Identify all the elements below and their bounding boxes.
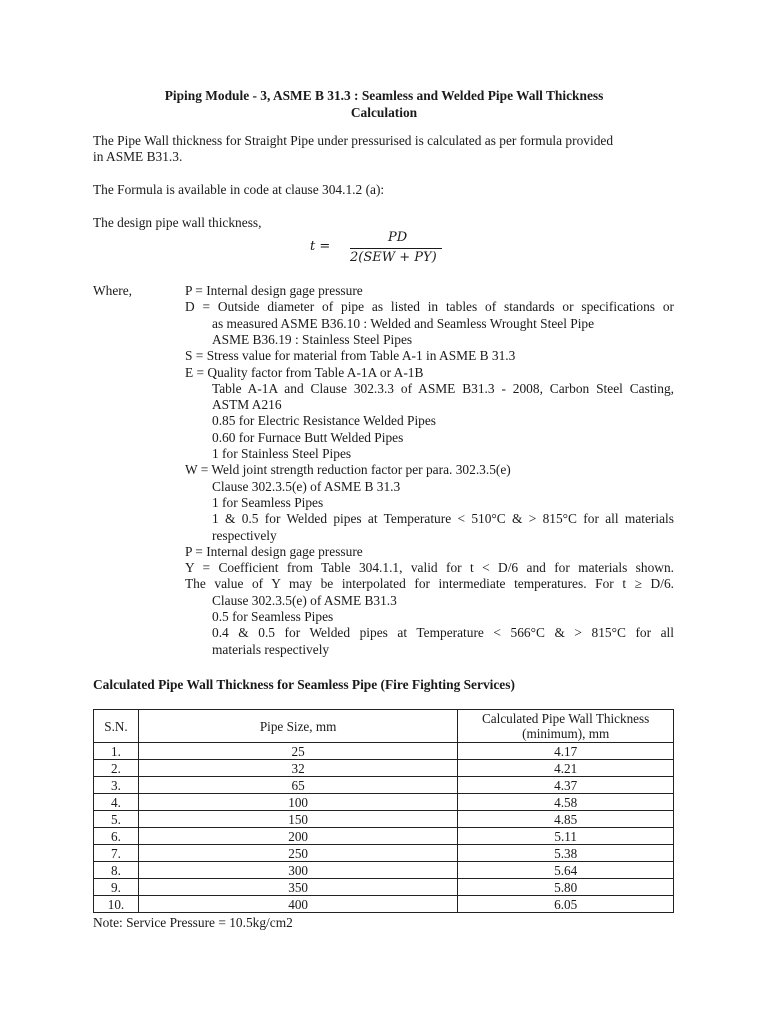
table-row: [94, 862, 674, 879]
sn-cell: 7.: [94, 845, 139, 862]
definition-line: S = Stress value for material from Table A-1 in ASME B 31.3: [185, 348, 516, 364]
document-title-line-2: Calculation: [350, 105, 418, 120]
formula-denominator: 2(SEW + PY): [350, 250, 437, 265]
thickness-cell: 4.17: [458, 743, 674, 760]
thickness-cell: 4.21: [458, 760, 674, 777]
header-pipe-size: Pipe Size, mm: [138, 710, 457, 743]
definition-line: 1 & 0.5 for Welded pipes at Temperature < 510°C & > 815°C for all materials: [212, 511, 674, 527]
definition-line: Clause 302.3.5(e) of ASME B31.3: [212, 592, 397, 608]
sn-cell: 5.: [94, 811, 139, 828]
definition-line: The value of Y may be interpolated for intermediate temperatures. For t ≥ D/6.: [185, 576, 674, 592]
header-sn: S.N.: [94, 710, 139, 743]
thickness-cell: 5.38: [458, 845, 674, 862]
thickness-cell: 5.80: [458, 879, 674, 896]
wall-thickness-table: [93, 709, 674, 913]
pipe-size-cell: 200: [138, 828, 457, 845]
sn-cell: 9.: [94, 879, 139, 896]
table-header-row: [94, 710, 674, 743]
pipe-size-cell: 400: [138, 896, 457, 913]
table-row: [94, 794, 674, 811]
definition-line: 1 for Seamless Pipes: [212, 494, 324, 510]
definition-line: Table A-1A and Clause 302.3.3 of ASME B31.3 - 2008, Carbon Steel Casting,: [212, 380, 674, 396]
pipe-size-cell: 32: [138, 760, 457, 777]
pipe-size-cell: 25: [138, 743, 457, 760]
table-row: [94, 879, 674, 896]
thickness-cell: 5.11: [458, 828, 674, 845]
definition-line: materials respectively: [212, 641, 330, 657]
definition-line: Clause 302.3.5(e) of ASME B 31.3: [212, 478, 401, 494]
document-title-line-1: Piping Module - 3, ASME B 31.3 : Seamless and Welded Pipe Wall Thickness: [164, 88, 604, 103]
table-heading: Calculated Pipe Wall Thickness for Seamless Pipe (Fire Fighting Services): [93, 677, 515, 692]
definition-line: D = Outside diameter of pipe as listed in tables of standards or specifications or: [185, 299, 674, 315]
sn-cell: 4.: [94, 794, 139, 811]
definition-line: 0.60 for Furnace Butt Welded Pipes: [212, 429, 404, 445]
definition-line: 0.85 for Electric Resistance Welded Pipes: [212, 413, 437, 429]
intro-text-line-2: in ASME B31.3.: [93, 149, 183, 164]
definition-line: as measured ASME B36.10 : Welded and Seamless Wrought Steel Pipe: [212, 315, 595, 331]
formula-reference: The Formula is available in code at clause 304.1.2 (a):: [93, 182, 385, 197]
fraction-bar: [350, 248, 442, 249]
table-row: [94, 811, 674, 828]
thickness-cell: 4.37: [458, 777, 674, 794]
definition-line: Y = Coefficient from Table 304.1.1, valid for t < D/6 and for materials shown.: [185, 560, 674, 576]
definition-line: E = Quality factor from Table A-1A or A-1B: [185, 364, 424, 380]
sn-cell: 6.: [94, 828, 139, 845]
definition-line: ASME B36.19 : Stainless Steel Pipes: [212, 331, 413, 347]
thickness-cell: 4.85: [458, 811, 674, 828]
definition-line: P = Internal design gage pressure: [185, 283, 363, 298]
definition-line: ASTM A216: [212, 397, 282, 413]
definition-line: 1 for Stainless Steel Pipes: [212, 446, 352, 461]
table-body: [94, 743, 674, 913]
table-row: [94, 760, 674, 777]
sn-cell: 8.: [94, 862, 139, 879]
table-row: [94, 828, 674, 845]
table-row: [94, 845, 674, 862]
where-label: Where,: [93, 283, 133, 298]
definition-line: respectively: [212, 527, 277, 543]
pipe-size-cell: 350: [138, 879, 457, 896]
sn-cell: 10.: [94, 896, 139, 913]
pipe-size-cell: 65: [138, 777, 457, 794]
pipe-size-cell: 300: [138, 862, 457, 879]
definition-line: P = Internal design gage pressure: [185, 543, 363, 559]
formula-lhs: t =: [310, 239, 331, 254]
table-row: [94, 743, 674, 760]
definition-line: W = Weld joint strength reduction factor per para. 302.3.5(e): [185, 462, 511, 478]
sn-cell: 3.: [94, 777, 139, 794]
table-row: [94, 896, 674, 913]
pipe-size-cell: 150: [138, 811, 457, 828]
header-wall-thickness: Calculated Pipe Wall Thickness (minimum), mm: [458, 710, 674, 743]
pipe-size-cell: 250: [138, 845, 457, 862]
pipe-size-cell: 100: [138, 794, 457, 811]
design-thickness-label: The design pipe wall thickness,: [93, 215, 262, 230]
intro-text-line-1: The Pipe Wall thickness for Straight Pipe under pressurised is calculated as per formula provided: [93, 133, 614, 148]
table-row: [94, 777, 674, 794]
definition-line: 0.4 & 0.5 for Welded pipes at Temperature < 566°C & > 815°C for all: [212, 625, 674, 641]
thickness-cell: 6.05: [458, 896, 674, 913]
formula-numerator: PD: [388, 230, 408, 245]
sn-cell: 1.: [94, 743, 139, 760]
thickness-cell: 4.58: [458, 794, 674, 811]
thickness-cell: 5.64: [458, 862, 674, 879]
service-pressure-note: Note: Service Pressure = 10.5kg/cm2: [93, 915, 293, 930]
sn-cell: 2.: [94, 760, 139, 777]
definition-line: 0.5 for Seamless Pipes: [212, 609, 334, 624]
